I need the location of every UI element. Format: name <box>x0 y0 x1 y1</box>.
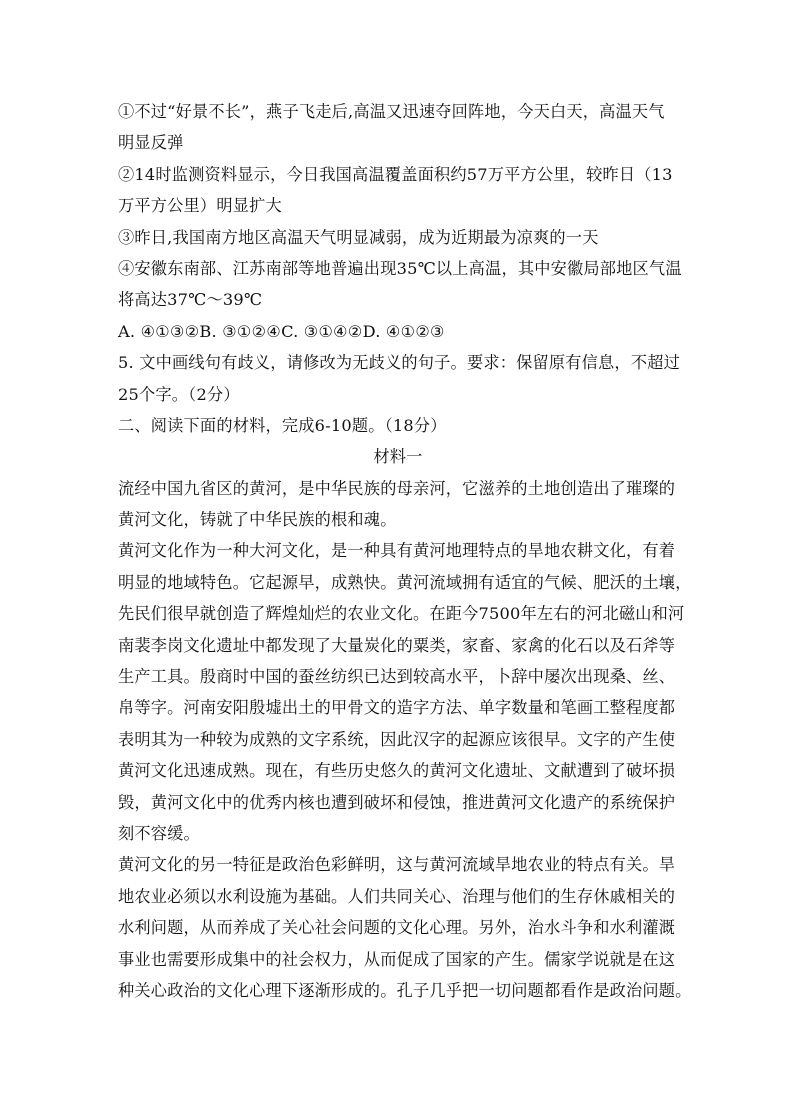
paragraph-2-line-10: 刻不容缓。 <box>118 823 200 843</box>
option-4-line-2: 将高达37℃～39℃ <box>118 290 263 310</box>
option-1-line-2: 明显反弹 <box>118 133 184 153</box>
paragraph-2-line-4: 南裴李岗文化遗址中都发现了大量炭化的粟类，家畜、家禽的化石以及石斧等 <box>118 635 676 655</box>
paragraph-3-line-2: 地农业必须以水利设施为基础。人们共同关心、治理与他们的生存休戚相关的 <box>118 886 676 906</box>
answer-choices: A. ④①③②B. ③①②④C. ③①④②D. ④①②③ <box>118 321 445 341</box>
option-1-line-1: ①不过“好景不长”，燕子飞走后,高温又迅速夺回阵地，今天白天，高温天气 <box>118 102 665 121</box>
document-page <box>118 96 692 1006</box>
paragraph-1-line-2: 黄河文化，铸就了中华民族的根和魂。 <box>118 510 397 530</box>
option-3-line: ③昨日,我国南方地区高温天气明显减弱，成为近期最为凉爽的一天 <box>118 227 599 247</box>
question-5-line-1: 5. 文中画线句有歧义，请修改为无歧义的句子。要求：保留原有信息，不超过 <box>118 353 680 373</box>
paragraph-3-line-4: 事业也需要形成集中的社会权力，从而促成了国家的产生。儒家学说就是在这 <box>118 949 676 969</box>
paragraph-2-line-5: 生产工具。殷商时中国的蚕丝纺织已达到较高水平，卜辞中屡次出现桑、丝、 <box>118 667 676 687</box>
option-2-line-1: ②14时监测资料显示，今日我国高温覆盖面积约57万平方公里，较昨日（13 <box>118 164 673 184</box>
paragraph-3-line-5: 种关心政治的文化心理下逐渐形成的。孔子几乎把一切问题都看作是政治问题。 <box>118 980 692 1000</box>
option-4-line-1: ④安徽东南部、江苏南部等地普遍出现35℃以上高温，其中安徽局部地区气温 <box>118 258 682 278</box>
option-2-line-2: 万平方公里）明显扩大 <box>118 196 282 216</box>
paragraph-2-line-6: 帛等字。河南安阳殷墟出土的甲骨文的造字方法、单字数量和笔画工整程度都 <box>118 698 676 718</box>
question-5-line-2: 25个字。（2分） <box>118 384 240 404</box>
paragraph-3-line-1: 黄河文化的另一特征是政治色彩鲜明，这与黄河流域旱地农业的特点有关。旱 <box>118 855 676 875</box>
paragraph-2-line-1: 黄河文化作为一种大河文化，是一种具有黄河地理特点的旱地农耕文化，有着 <box>118 541 676 561</box>
section-2-heading: 二、阅读下面的材料，完成6-10题。（18分） <box>118 415 447 435</box>
paragraph-3-line-3: 水利问题，从而养成了关心社会问题的文化心理。另外，治水斗争和水利灌溉 <box>118 918 676 938</box>
paragraph-2-line-2: 明显的地域特色。它起源早，成熟快。黄河流域拥有适宜的气候、肥沃的土壤， <box>118 572 692 592</box>
paragraph-2-line-8: 黄河文化迅速成熟。现在，有些历史悠久的黄河文化遗址、文献遭到了破坏损 <box>118 761 676 781</box>
paragraph-2-line-3: 先民们很早就创造了辉煌灿烂的农业文化。在距今7500年左右的河北磁山和河 <box>118 604 685 624</box>
material-1-title: 材料一 <box>373 447 423 467</box>
paragraph-2-line-9: 毁，黄河文化中的优秀内核也遭到破坏和侵蚀，推进黄河文化遗产的系统保护 <box>118 792 676 812</box>
paragraph-2-line-7: 表明其为一种较为成熟的文字系统，因此汉字的起源应该很早。文字的产生使 <box>118 729 676 749</box>
paragraph-1-line-1: 流经中国九省区的黄河，是中华民族的母亲河，它滋养的土地创造出了璀璨的 <box>118 478 676 498</box>
